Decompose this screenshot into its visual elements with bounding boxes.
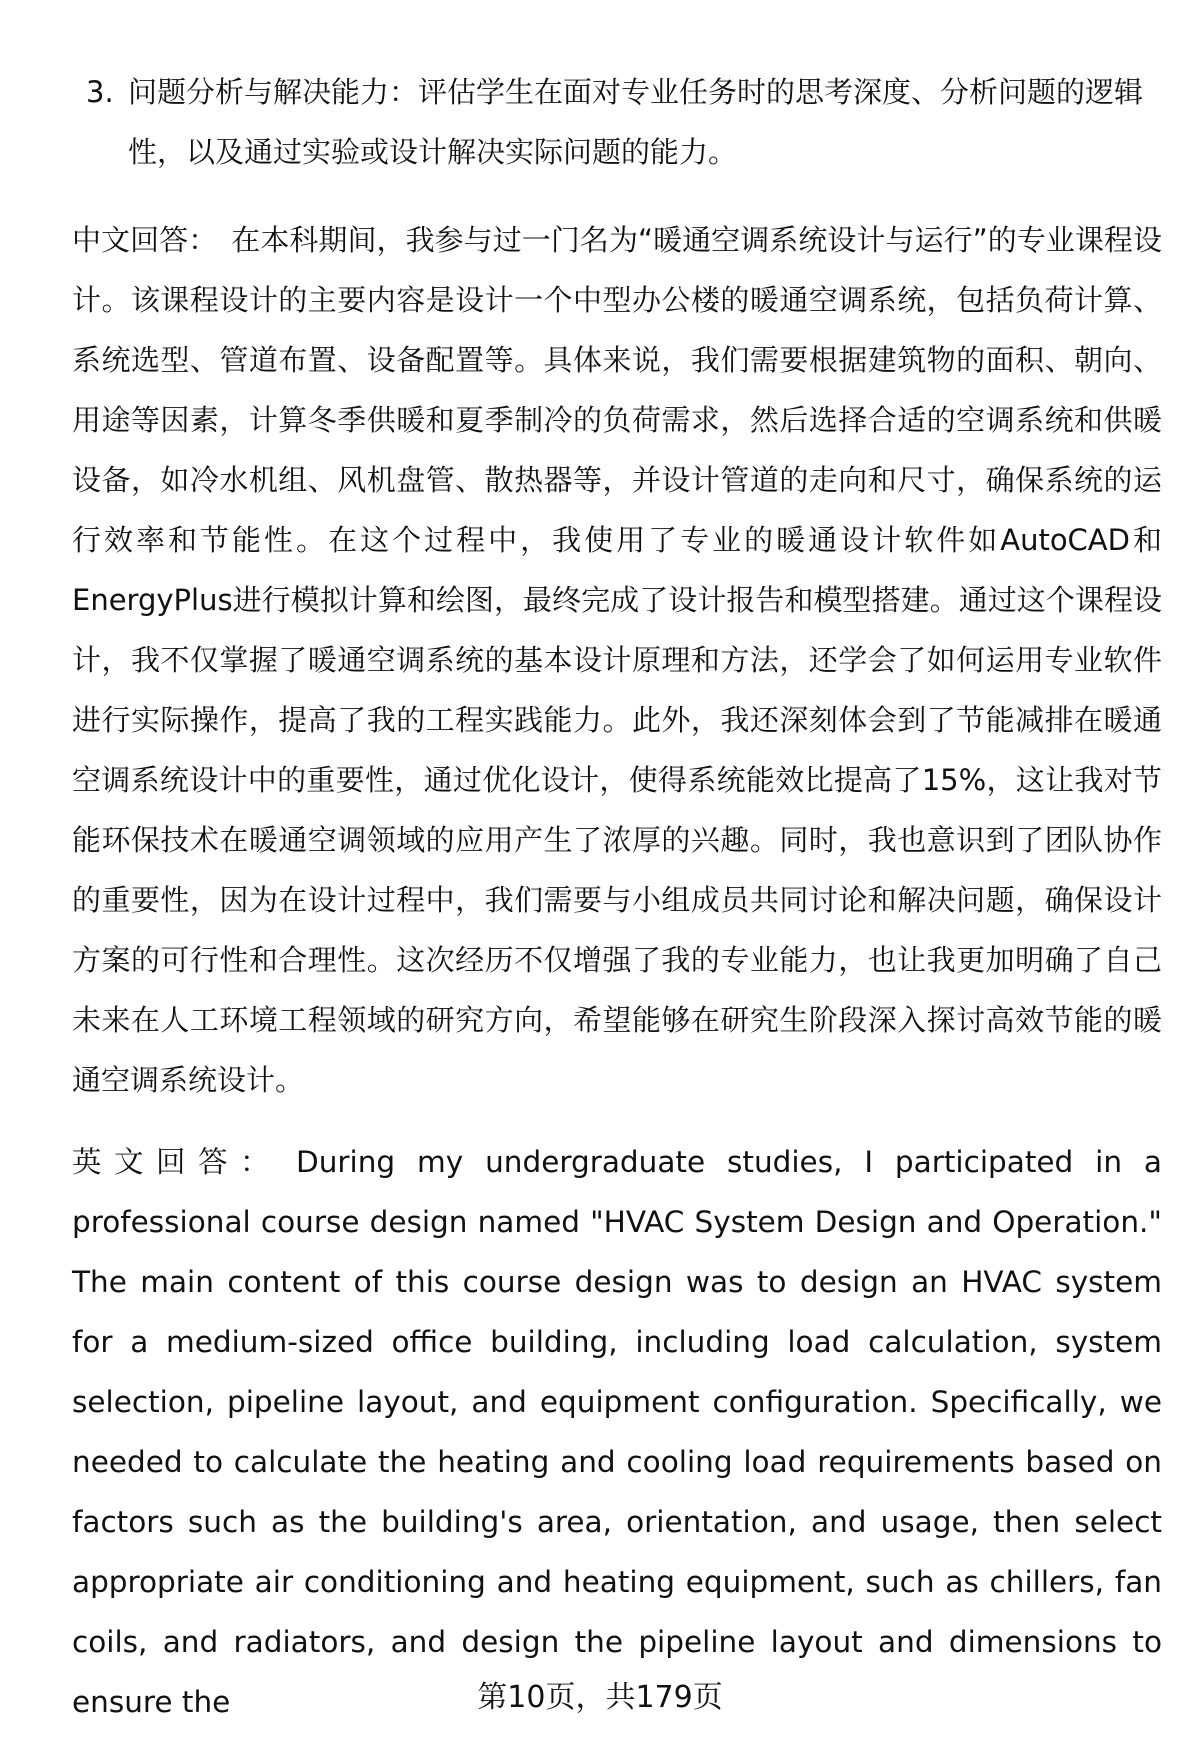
chinese-answer-paragraph <box>72 210 1162 1110</box>
english-answer-text: During my undergraduate studies, I participated in a professional course design named "HVAC System Design and Operation." The main content of this course design was to design an HVAC system for a medium-sized office building, including load calculation, system selection, pipeline layout, and equipment configuration. Specifically, we needed to calculate the heating and cooling load requirements based on factors such as the building's area, orientation, and usage, then select appropriate air conditioning and heating equipment, such as chillers, fan coils, and radiators, and design the pipeline layout and dimensions to ensure the <box>72 1145 1162 1719</box>
section-item-3 <box>72 62 1152 182</box>
chinese-answer-text: 在本科期间，我参与过一门名为“暖通空调系统设计与运行”的专业课程设计。该课程设计的主要内容是设计一个中型办公楼的暖通空调系统，包括负荷计算、系统选型、管道布置、设备配置等。具体来说，我们需要根据建筑物的面积、朝向、用途等因素，计算冬季供暖和夏季制冷的负荷需求，然后选择合适的空调系统和供暖设备，如冷水机组、风机盘管、散热器等，并设计管道的走向和尺寸，确保系统的运行效率和节能性。在这个过程中，我使用了专业的暖通设计软件如AutoCAD和EnergyPlus进行模拟计算和绘图，最终完成了设计报告和模型搭建。通过这个课程设计，我不仅掌握了暖通空调系统的基本设计原理和方法，还学会了如何运用专业软件进行实际操作，提高了我的工程实践能力。此外，我还深刻体会到了节能减排在暖通空调系统设计中的重要性，通过优化设计，使得系统能效比提高了15%，这让我对节能环保技术在暖通空调领域的应用产生了浓厚的兴趣。同时，我也意识到了团队协作的重要性，因为在设计过程中，我们需要与小组成员共同讨论和解决问题，确保设计方案的可行性和合理性。这次经历不仅增强了我的专业能力，也让我更加明确了自己未来在人工环境工程领域的研究方向，希望能够在研究生阶段深入探讨高效节能的暖通空调系统设计。 <box>72 223 1162 1097</box>
page-number: 第10页，共179页 <box>477 1680 723 1715</box>
english-answer-paragraph <box>72 1132 1162 1732</box>
english-answer-label: 英文回答： <box>72 1145 282 1179</box>
section-number: 3. <box>86 75 114 109</box>
chinese-answer-label: 中文回答： <box>72 223 218 257</box>
section-title: 问题分析与解决能力： <box>128 75 419 109</box>
section-body <box>128 62 1152 182</box>
section-text: 评估学生在面对专业任务时的思考深度、分析问题的逻辑性，以及通过实验或设计解决实际问题的能力。 <box>128 75 1144 169</box>
